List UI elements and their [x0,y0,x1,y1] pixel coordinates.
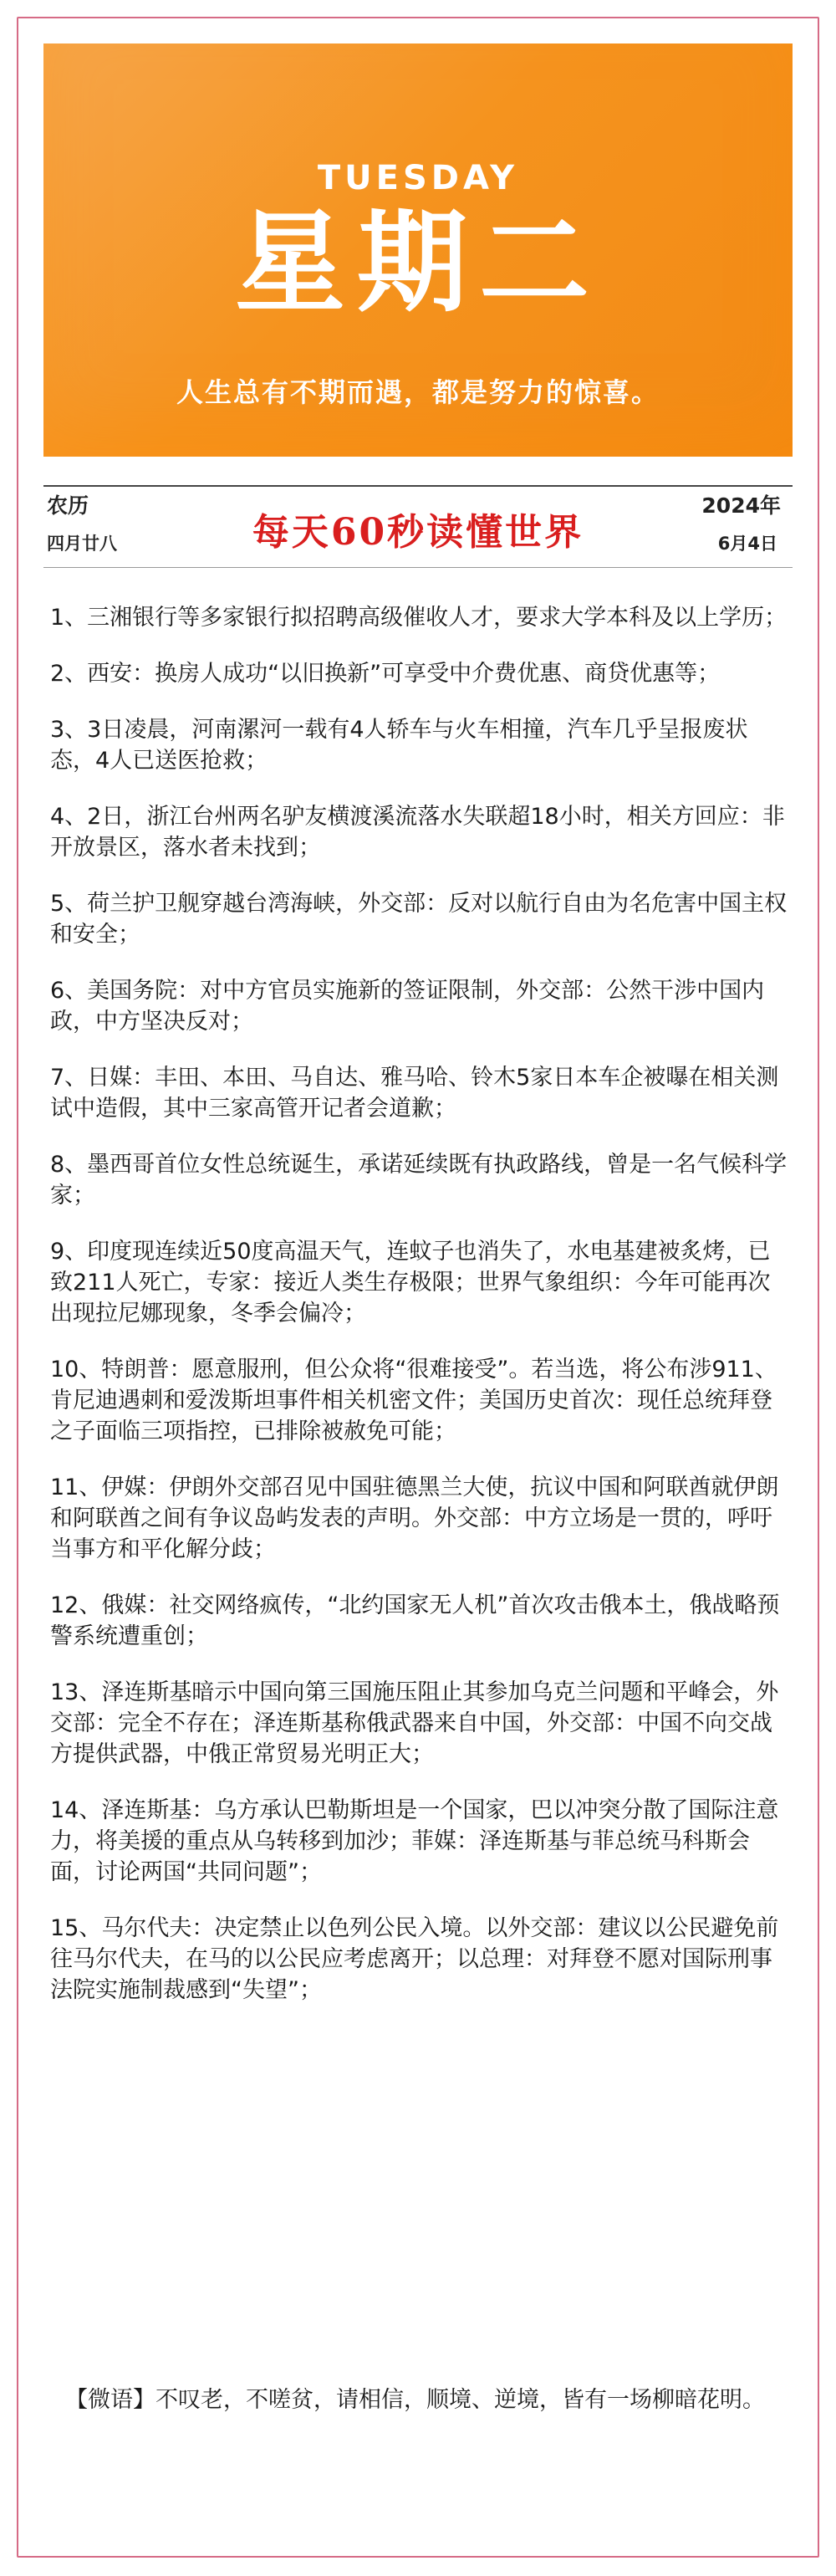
news-item: 10、特朗普：愿意服刑，但公众将“很难接受”。若当选，将公布涉911、肯尼迪遇刺和爱泼斯坦事件相关机密文件；美国历史首次：现任总统拜登之子面临三项指控，已排除被赦免可能； [50,1357,777,1444]
weekday-english: TUESDAY [317,159,519,197]
news-item: 8、墨西哥首位女性总统诞生，承诺延续既有执政路线，曾是一名气候科学家； [50,1152,788,1209]
month-day-label: 6月4日 [717,534,777,554]
year-label: 2024年 [701,493,781,518]
news-item: 4、2日，浙江台州两名驴友横渡溪流落水失联超18小时，相关方回应：非开放景区，落水者未找到； [50,804,785,861]
news-item: 11、伊媒：伊朗外交部召见中国驻德黑兰大使，抗议中国和阿联酋就伊朗和阿联酋之间有争议岛屿发表的声明。外交部：中方立场是一贯的，呼吁当事方和平化解分歧； [50,1475,779,1562]
news-list [50,602,791,2031]
news-item: 6、美国务院：对中方官员实施新的签证限制，外交部：公然干涉中国内政，中方坚决反对； [50,978,765,1035]
header-top-rule [43,485,793,487]
news-item: 5、荷兰护卫舰穿越台湾海峡，外交部：反对以航行自由为名危害中国主权和安全； [50,891,788,948]
news-item: 7、日媒：丰田、本田、马自达、雅马哈、铃木5家日本车企被曝在相关测试中造假，其中三家高管开记者会道歉； [50,1065,779,1122]
news-item: 1、三湘银行等多家银行拟招聘高级催收人才，要求大学本科及以上学历； [50,605,788,631]
news-item: 3、3日凌晨，河南漯河一载有4人轿车与火车相撞，汽车几乎呈报废状态，4人已送医抢救； [50,717,748,774]
news-item: 2、西安：换房人成功“以旧换新”可享受中介费优惠、商贷优惠等； [50,661,721,687]
news-item: 15、马尔代夫：决定禁止以色列公民入境。以外交部：建议以公民避免前往马尔代夫，在马的以公民应考虑离开；以总理：对拜登不愿对国际刑事法院实施制裁感到“失望”； [50,1915,779,2003]
weekday-banner [43,43,793,457]
header-bottom-rule [43,567,793,568]
news-item: 9、印度现连续近50度高温天气，连蚊子也消失了，水电基建被炙烤，已致211人死亡，专家：接近人类生存极限；世界气象组织：今年可能再次出现拉尼娜现象，冬季会偏冷； [50,1239,771,1326]
lunar-label: 农历 [47,493,89,518]
news-item: 13、泽连斯基暗示中国向第三国施压阻止其参加乌克兰问题和平峰会，外交部：完全不存在；泽连斯基称俄武器来自中国，外交部：中国不向交战方提供武器，中俄正常贸易光明正大； [50,1679,779,1767]
page-title: 每天60秒读懂世界 [252,511,584,554]
lunar-date: 四月廿八 [47,534,117,554]
daily-quote: 【微语】不叹老，不嗟贫，请相信，顺境、逆境，皆有一场柳暗花明。 [65,2387,765,2413]
weekday-chinese: 星期二 [235,198,601,328]
news-item: 12、俄媒：社交网络疯传，“北约国家无人机”首次攻击俄本土，俄战略预警系统遭重创； [50,1592,780,1649]
news-item: 14、泽连斯基：乌方承认巴勒斯坦是一个国家，巴以冲突分散了国际注意力，将美援的重点从乌转移到加沙；菲媒：泽连斯基与菲总统马科斯会面，讨论两国“共同问题”； [50,1797,779,1885]
banner-slogan: 人生总有不期而遇，都是努力的惊喜。 [176,376,660,408]
